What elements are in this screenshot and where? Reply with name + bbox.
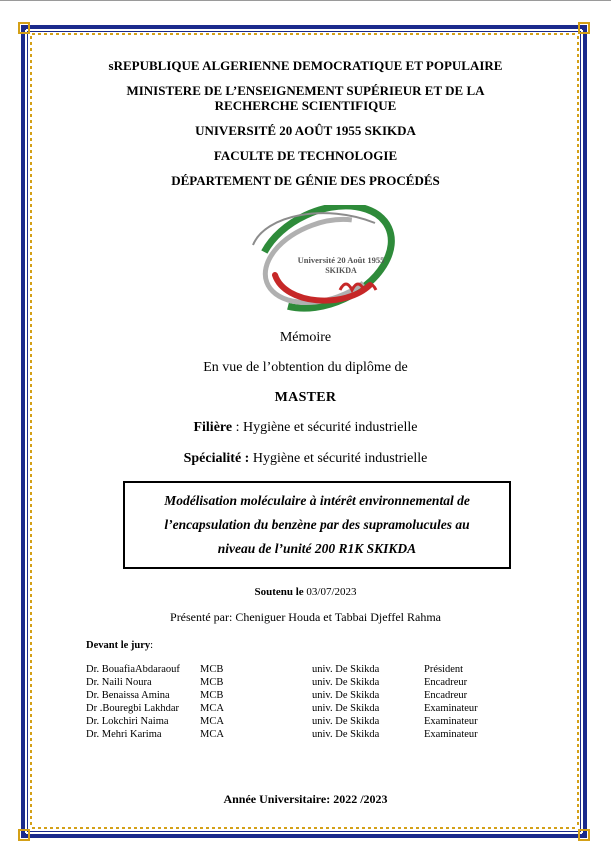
jury-role: Encadreur (424, 677, 468, 688)
page-top-rule (0, 0, 611, 1)
filiere-label: Filière (193, 420, 233, 435)
defense-date-line (0, 586, 611, 598)
jury-university: univ. De Skikda (312, 716, 380, 727)
jury-university: univ. De Skikda (312, 677, 380, 688)
jury-name: Dr. Benaissa Amina (86, 690, 170, 701)
jury-role: Examinateur (424, 729, 478, 740)
jury-heading (86, 640, 153, 651)
jury-name: Dr. Naili Noura (86, 677, 152, 688)
specialite-value: Hygiène et sécurité industrielle (249, 451, 428, 466)
jury-name: Dr. Mehri Karima (86, 729, 162, 740)
filiere-value: : Hygiène et sécurité industrielle (232, 420, 418, 435)
republique-heading: sREPUBLIQUE ALGERIENNE DEMOCRATIQUE ET POPULAIRE (108, 58, 503, 73)
table-row (86, 702, 478, 715)
jury-table (86, 663, 478, 741)
jury-name: Dr. BouafiaAbdaraouf (86, 664, 180, 675)
jury-colon: : (150, 640, 154, 651)
jury-grade: MCA (200, 703, 224, 714)
jury-grade: MCB (200, 690, 224, 701)
thesis-title-line-3: niveau de l’unité 200 R1K SKIKDA (217, 541, 417, 556)
defense-label: Soutenu le (254, 586, 304, 598)
filiere-line (0, 420, 611, 436)
presented-by: Présenté par: Cheniguer Houda et Tabbai Djeffel Rahma (170, 610, 441, 624)
university-logo (245, 205, 405, 313)
jury-role: Examinateur (424, 703, 478, 714)
memoire-label: Mémoire (279, 330, 332, 345)
jury-name: Dr. Lokchiri Naima (86, 716, 169, 727)
academic-year: Année Universitaire: 2022 /2023 (223, 792, 388, 806)
diploma-name: MASTER (274, 390, 337, 405)
thesis-title-box (123, 481, 511, 569)
corner-ornament-top-right (578, 22, 590, 34)
jury-grade: MCB (200, 664, 224, 675)
jury-grade: MCA (200, 716, 224, 727)
thesis-title-line-1: Modélisation moléculaire à intérêt environnemental de (164, 493, 470, 508)
jury-name: Dr .Bouregbi Lakhdar (86, 703, 180, 714)
diploma-purpose: En vue de l’obtention du diplôme de (203, 360, 408, 375)
logo-text-university: Université 20 Août 1955 (297, 255, 385, 265)
table-row (86, 689, 478, 702)
jury-role: Encadreur (424, 690, 468, 701)
jury-grade: MCA (200, 729, 224, 740)
thesis-title-line-2: l’encapsulation du benzène par des supramolucules au (164, 517, 470, 532)
defense-date: 03/07/2023 (303, 586, 357, 598)
table-row (86, 663, 478, 676)
border-ornament-top (32, 33, 576, 35)
specialite-line (0, 451, 611, 467)
faculte-heading: FACULTE DE TECHNOLOGIE (213, 148, 398, 163)
departement-heading: DÉPARTEMENT DE GÉNIE DES PROCÉDÉS (171, 173, 440, 188)
jury-university: univ. De Skikda (312, 690, 380, 701)
jury-role: Examinateur (424, 716, 478, 727)
jury-university: univ. De Skikda (312, 703, 380, 714)
universite-heading: UNIVERSITÉ 20 AOÛT 1955 SKIKDA (195, 123, 416, 138)
jury-university: univ. De Skikda (312, 664, 380, 675)
table-row (86, 728, 478, 741)
jury-label: Devant le jury (86, 640, 151, 651)
jury-university: univ. De Skikda (312, 729, 380, 740)
ministere-heading: MINISTERE DE L’ENSEIGNEMENT SUPÉRIEUR ET DE LA RECHERCHE SCIENTIFIQUE (126, 83, 485, 113)
specialite-label: Spécialité : (183, 451, 250, 466)
corner-ornament-top-left (18, 22, 30, 34)
corner-ornament-bottom-left (18, 829, 30, 841)
table-row (86, 676, 478, 689)
jury-role: Président (424, 664, 464, 675)
jury-grade: MCB (200, 677, 224, 688)
border-ornament-bottom (32, 827, 576, 829)
table-row (86, 715, 478, 728)
logo-text-city: SKIKDA (325, 266, 357, 275)
corner-ornament-bottom-right (578, 829, 590, 841)
